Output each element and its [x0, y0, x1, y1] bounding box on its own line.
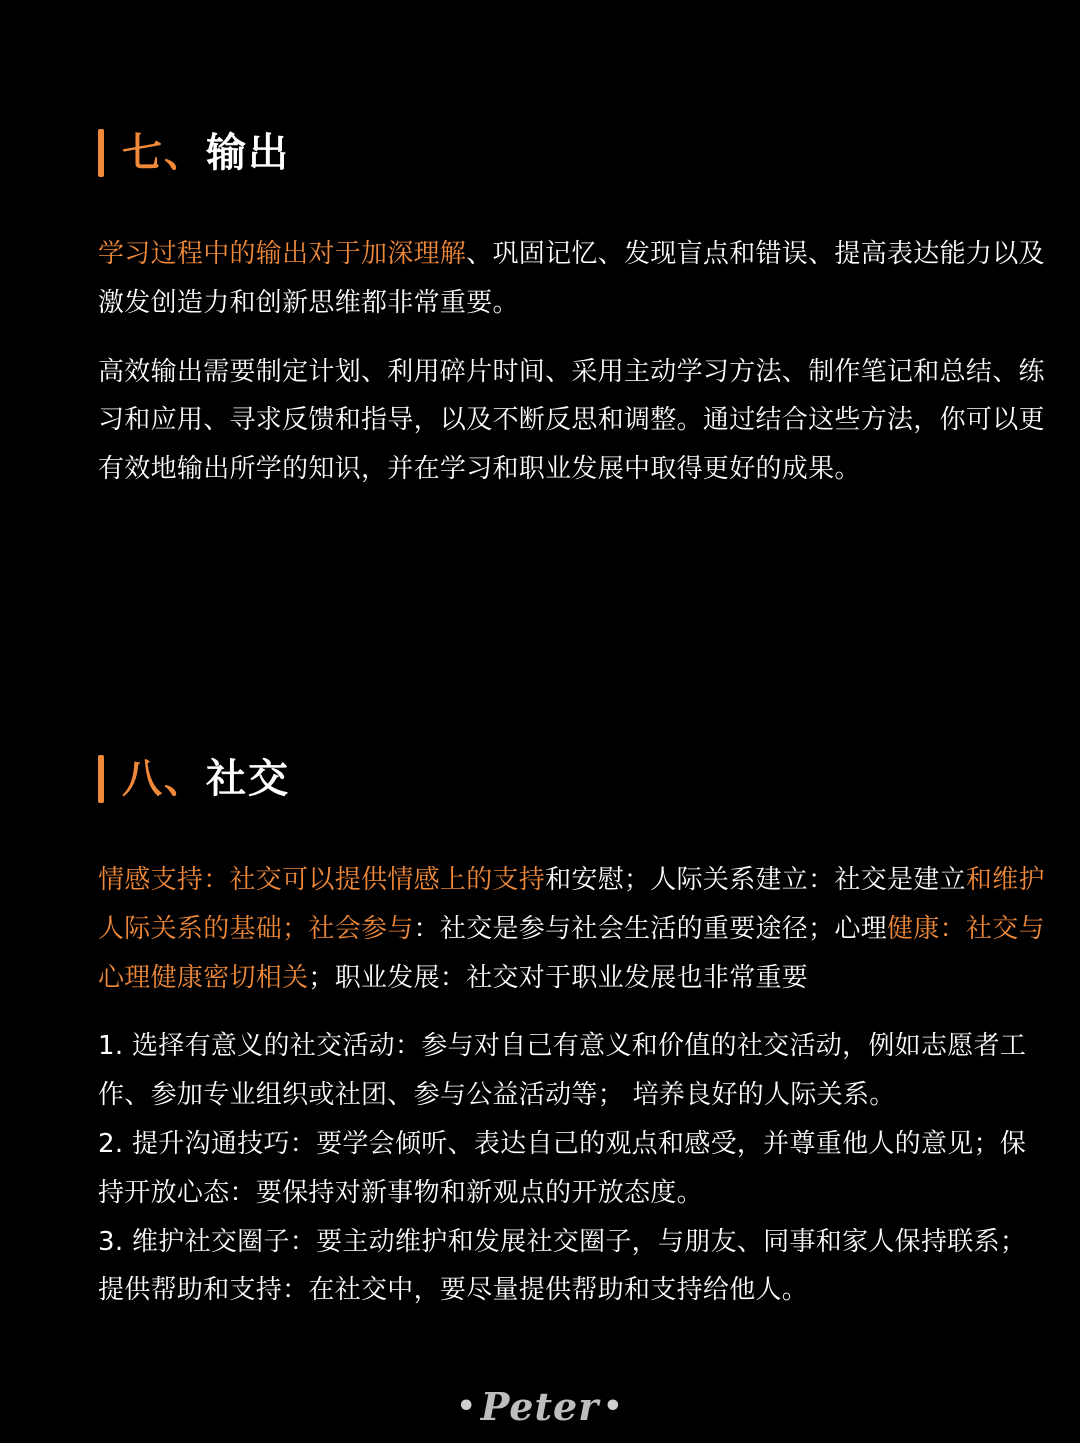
tips-list: [98, 1022, 1048, 1315]
section-heading: [98, 122, 1048, 184]
lead-rest: 、巩固记忆、发现盲点和错误、提高表达能力以及激发创造力和创新思维都非常重要。: [98, 239, 1045, 318]
heading-accent-bar: [98, 755, 104, 803]
watermark-dot-right: •: [603, 1389, 624, 1424]
section-title: [122, 122, 290, 184]
lead-rest: ；职业发展：社交对于职业发展也非常重要: [308, 962, 809, 993]
lead-rest: ：社交是参与社会生活的重要途径；心理: [413, 913, 888, 944]
section-title-text: 社交: [206, 756, 290, 802]
list-item: 1. 选择有意义的社交活动：参与对自己有意义和价值的社交活动，例如志愿者工作、参加专业组织或社团、参与公益活动等； 培养良好的人际关系。: [98, 1031, 1027, 1111]
lead-paragraph: [98, 230, 1048, 328]
heading-accent-bar: [98, 129, 104, 177]
list-item: 2. 提升沟通技巧：要学会倾听、表达自己的观点和感受，并尊重他人的意见；保持开放心态：要保持对新事物和新观点的开放态度。: [98, 1128, 1027, 1208]
watermark-logo: [0, 1384, 1080, 1429]
lead-rest: 和安慰；人际关系建立：社交是建立: [545, 865, 966, 895]
section-number: 八、: [122, 756, 206, 802]
section-social: [98, 748, 1048, 1315]
watermark-text: Peter: [480, 1384, 600, 1429]
watermark-dot-left: •: [456, 1389, 477, 1424]
list-item: 3. 维护社交圈子：要主动维护和发展社交圈子，与朋友、同事和家人保持联系；提供帮助和支持：在社交中，要尽量提供帮助和支持给他人。: [98, 1226, 1027, 1306]
section-number: 七、: [122, 130, 206, 176]
section-title-text: 输出: [206, 130, 290, 176]
lead-paragraph: [98, 856, 1048, 1002]
lead-highlight: 学习过程中的输出对于加深理解: [98, 239, 467, 269]
section-output: [98, 122, 1048, 494]
section-title: [122, 748, 290, 810]
lead-highlight: 健康：社交与心理健康密切相关: [98, 913, 1045, 993]
section-heading: [98, 748, 1048, 810]
lead-highlight: 情感支持：社交可以提供情感上的支持: [98, 865, 546, 895]
lead-highlight: 和维护人际关系的基础；社会参与: [98, 865, 1045, 944]
body-paragraph: 高效输出需要制定计划、利用碎片时间、采用主动学习方法、制作笔记和总结、练习和应用、寻求反馈和指导，以及不断反思和调整。通过结合这些方法，你可以更有效地输出所学的知识，并在学习和职业发展中取得更好的成果。: [98, 356, 1045, 485]
